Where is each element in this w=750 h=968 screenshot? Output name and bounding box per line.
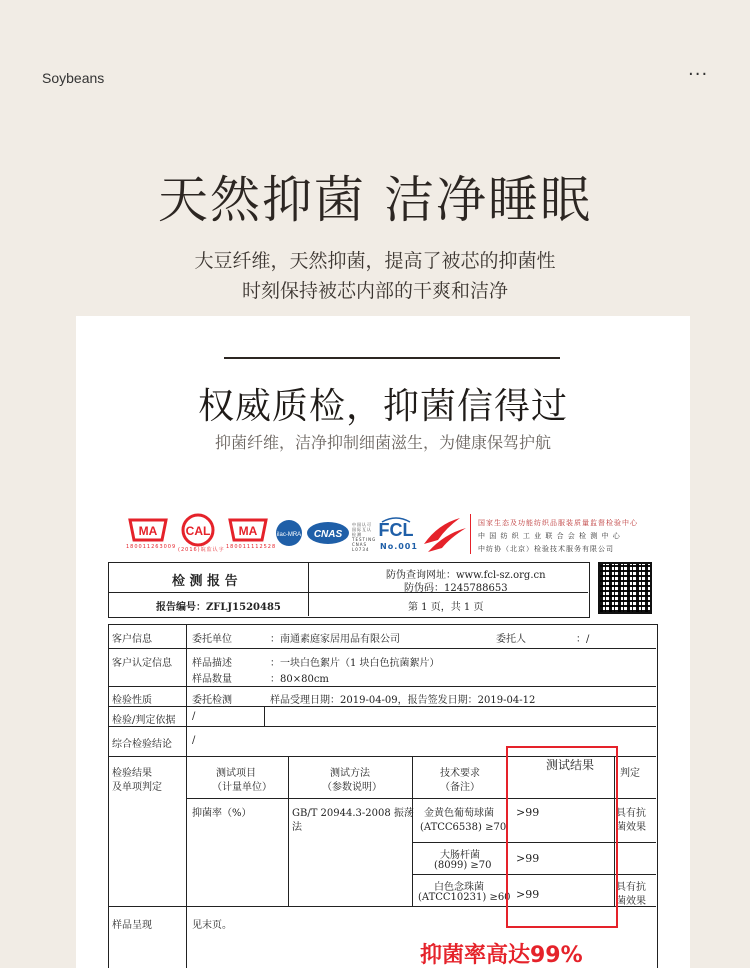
cma2-number: 180011112528 xyxy=(226,544,277,550)
report-page: 第 1 页，共 1 页 xyxy=(408,602,484,613)
dates: 样品受理日期：2019-04-09，报告签发日期：2019-04-12 xyxy=(270,695,536,706)
brand-name: Soybeans xyxy=(42,70,105,86)
hero-title: 天然抑菌 洁净睡眠 xyxy=(158,171,592,229)
fcl-number: No.001 xyxy=(380,542,418,551)
judge-row1-2: 菌效果 xyxy=(616,822,646,833)
row-line xyxy=(108,726,656,727)
report-title: 检 测 报 告 xyxy=(172,574,238,589)
verify-code: 防伪码：1245788653 xyxy=(404,583,508,594)
fcl-logo xyxy=(376,516,416,556)
req-row2-1: 大肠杆菌 xyxy=(440,850,480,861)
logo-divider xyxy=(470,514,471,554)
ilac-mra-logo xyxy=(274,518,304,548)
divider xyxy=(224,357,560,359)
col-divider xyxy=(264,706,265,726)
header-divider-h xyxy=(108,592,588,593)
cnas-note: 中国认可 国际互认 检测 TESTING CNAS L0734 xyxy=(352,522,377,552)
conclusion-value: / xyxy=(192,735,196,746)
report-number: 报告编号：ZFLJ1520485 xyxy=(156,602,281,613)
header-divider-v xyxy=(308,562,309,616)
client-person-value: ：/ xyxy=(576,634,590,645)
client-unit-label: 委托单位 xyxy=(192,634,232,645)
verify-site: 防伪查询网址：www.fcl-sz.org.cn xyxy=(386,570,546,581)
col-divider xyxy=(288,756,289,906)
inspect-type-label: 检验性质 xyxy=(112,695,152,706)
lab-name-line2: 中 国 纺 织 工 业 联 合 会 检 测 中 心 xyxy=(478,532,621,540)
col-req-1: 技术要求 xyxy=(440,768,480,779)
col-method-2: （参数说明） xyxy=(322,782,382,793)
result-row2: >99 xyxy=(516,852,540,865)
test-method-2: 法 xyxy=(292,822,302,833)
client-info-label: 客户信息 xyxy=(112,634,152,645)
more-menu-icon[interactable]: ··· xyxy=(688,64,709,85)
result-row3: >99 xyxy=(516,888,540,901)
row-line xyxy=(108,686,656,687)
highlight-box xyxy=(506,746,618,928)
sample-photo-value: 见末页。 xyxy=(192,920,232,931)
cnas-logo xyxy=(306,520,386,550)
req-row3-1: 白色念珠菌 xyxy=(434,882,484,893)
judge-row3-2: 菌效果 xyxy=(616,896,646,907)
inspect-type-value: 委托检测 xyxy=(192,695,232,706)
cma-text: MA xyxy=(138,524,158,538)
col-req-2: （备注） xyxy=(440,782,480,793)
sample-photo-label: 样品呈现 xyxy=(112,920,152,931)
col-divider xyxy=(412,756,413,906)
cal-number: (2016)皖监认字 xyxy=(178,547,225,553)
lab-name-line3: 中纺协（北京）检验技术服务有限公司 xyxy=(478,545,614,553)
certificate-card xyxy=(76,316,690,968)
req-row1-1: 金黄色葡萄球菌 xyxy=(424,808,494,819)
sample-desc-label: 样品描述 xyxy=(192,658,232,669)
req-row3-2: (ATCC10231) ≥60 xyxy=(418,892,511,903)
confirm-label: 客户认定信息 xyxy=(112,658,172,669)
req-row1-2: (ATCC6538) ≥70 xyxy=(420,822,507,833)
card-title: 权威质检，抑菌信得过 xyxy=(197,386,568,427)
ilac-text: ilac-MRA xyxy=(276,532,302,538)
results-label-1: 检验结果 xyxy=(112,768,152,779)
cma-logo xyxy=(126,516,177,556)
qr-code-icon[interactable] xyxy=(598,562,652,614)
sample-desc-value: ：一块白色絮片（1 块白色抗菌絮片） xyxy=(270,658,440,669)
hero-subtitle-line2: 时刻保持被芯内部的干爽和洁净 xyxy=(241,280,508,302)
lab-emblem xyxy=(420,514,468,556)
hero-subtitle-line1: 大豆纤维，天然抑菌，提高了被芯的抑菌性 xyxy=(194,250,556,272)
conclusion-label: 综合检验结论 xyxy=(112,739,172,750)
col-judge: 判定 xyxy=(620,768,640,779)
cma-number: 180011263009 xyxy=(126,544,177,550)
basis-label: 检验/判定依据 xyxy=(112,715,176,726)
cal-logo xyxy=(178,512,225,556)
results-label-2: 及单项判定 xyxy=(112,782,162,793)
certification-logos xyxy=(126,512,646,560)
inspection-report xyxy=(108,560,656,968)
judge-row3-1: 具有抗 xyxy=(616,882,646,893)
col-result: 测试结果 xyxy=(546,758,595,772)
client-unit-value: ：南通素庭家居用品有限公司 xyxy=(270,634,400,645)
cma-logo-2 xyxy=(226,516,277,556)
col-method-1: 测试方法 xyxy=(330,768,370,779)
cal-text: CAL xyxy=(185,524,211,538)
basis-value: / xyxy=(192,711,196,722)
client-person-label: 委托人 xyxy=(496,634,526,645)
sample-qty-label: 样品数量 xyxy=(192,674,232,685)
row-line xyxy=(108,648,656,649)
cma2-text: MA xyxy=(238,524,258,538)
col-item-2: （计量单位） xyxy=(212,782,272,793)
highlight-label: 抑菌率高达99% xyxy=(420,943,583,968)
result-row1: >99 xyxy=(516,806,540,819)
fcl-text: FCL xyxy=(378,520,414,540)
judge-row1-1: 具有抗 xyxy=(616,808,646,819)
test-item: 抑菌率（%） xyxy=(192,808,252,819)
test-method-1: GB/T 20944.3-2008 振荡 xyxy=(292,808,414,819)
card-subtitle: 抑菌纤维，洁净抑制细菌滋生，为健康保驾护航 xyxy=(214,433,551,452)
lab-name-line1: 国家生态及功能纺织品服装质量监督检验中心 xyxy=(478,519,638,527)
col-divider xyxy=(186,624,187,968)
col-item-1: 测试项目 xyxy=(216,768,256,779)
cnas-text: CNAS xyxy=(313,529,343,540)
sample-qty-value: ：80×80cm xyxy=(270,674,329,685)
req-row2-2: (8099) ≥70 xyxy=(434,860,492,871)
row-line xyxy=(108,706,656,707)
